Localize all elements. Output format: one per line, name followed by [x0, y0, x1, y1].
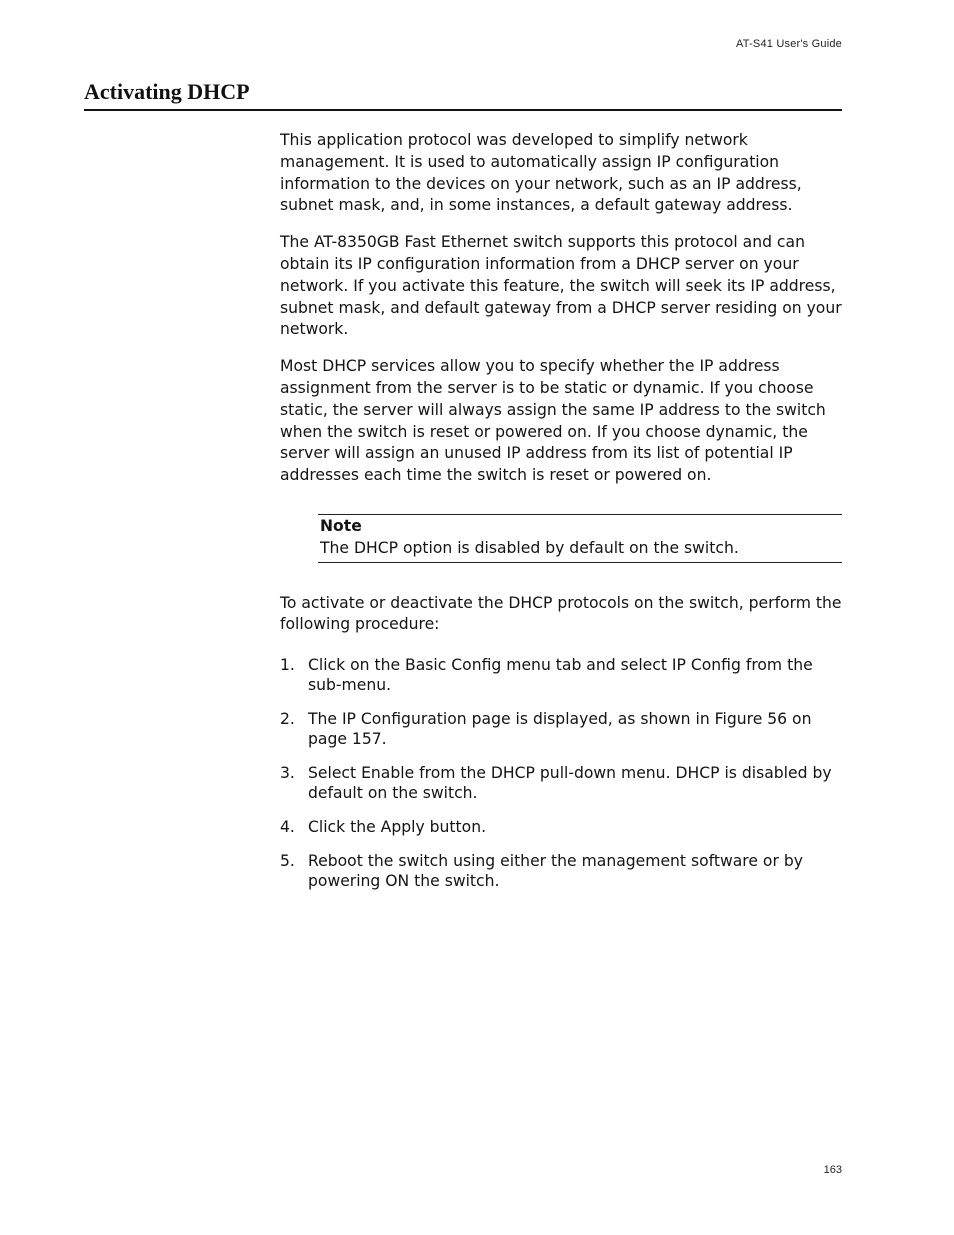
list-item [280, 851, 842, 891]
list-item [280, 817, 842, 837]
step-number: 4. [280, 818, 295, 837]
step-text: Select Enable from the DHCP pull-down menu. DHCP is disabled by default on the switch. [308, 764, 832, 803]
list-item [280, 655, 842, 695]
list-item [280, 763, 842, 803]
note-box [318, 514, 842, 563]
list-item [280, 709, 842, 749]
step-number: 3. [280, 764, 295, 783]
procedure-steps [280, 655, 842, 891]
paragraph-switch-support: The AT-8350GB Fast Ethernet switch supports this protocol and can obtain its IP configuration information from a DHCP server on your network. If you activate this feature, the switch will seek its IP address, subnet mask, and default gateway from a DHCP server residing on your network. [280, 233, 842, 339]
paragraph-static-dynamic: Most DHCP services allow you to specify whether the IP address assignment from the server is to be static or dynamic. If you choose static, the server will always assign the same IP address to the switch when the switch is reset or powered on. If you choose dynamic, the server will assign an unused IP address from its list of potential IP addresses each time the switch is reset or powered on. [280, 357, 826, 485]
step-text: Click the Apply button. [308, 818, 487, 837]
step-text: Reboot the switch using either the management software or by powering ON the switch. [308, 852, 803, 891]
step-number: 2. [280, 710, 295, 729]
running-header: AT-S41 User's Guide [736, 38, 842, 50]
page-number: 163 [823, 1164, 842, 1176]
step-text: Click on the Basic Config menu tab and select IP Config from the sub-menu. [308, 656, 813, 695]
body-content [280, 130, 842, 905]
paragraph-intro: This application protocol was developed to simplify network management. It is used to automatically assign IP configuration information to the devices on your network, such as an IP address, subnet mask, and, in some instances, a default gateway address. [280, 131, 802, 215]
procedure-intro: To activate or deactivate the DHCP protocols on the switch, perform the following procedure: [280, 593, 842, 634]
note-title: Note [320, 516, 362, 535]
step-number: 1. [280, 656, 295, 675]
section-title: Activating DHCP [84, 78, 842, 111]
note-text: The DHCP option is disabled by default on the switch. [320, 538, 739, 557]
step-text: The IP Configuration page is displayed, as shown in Figure 56 on page 157. [308, 710, 812, 749]
step-number: 5. [280, 852, 295, 871]
